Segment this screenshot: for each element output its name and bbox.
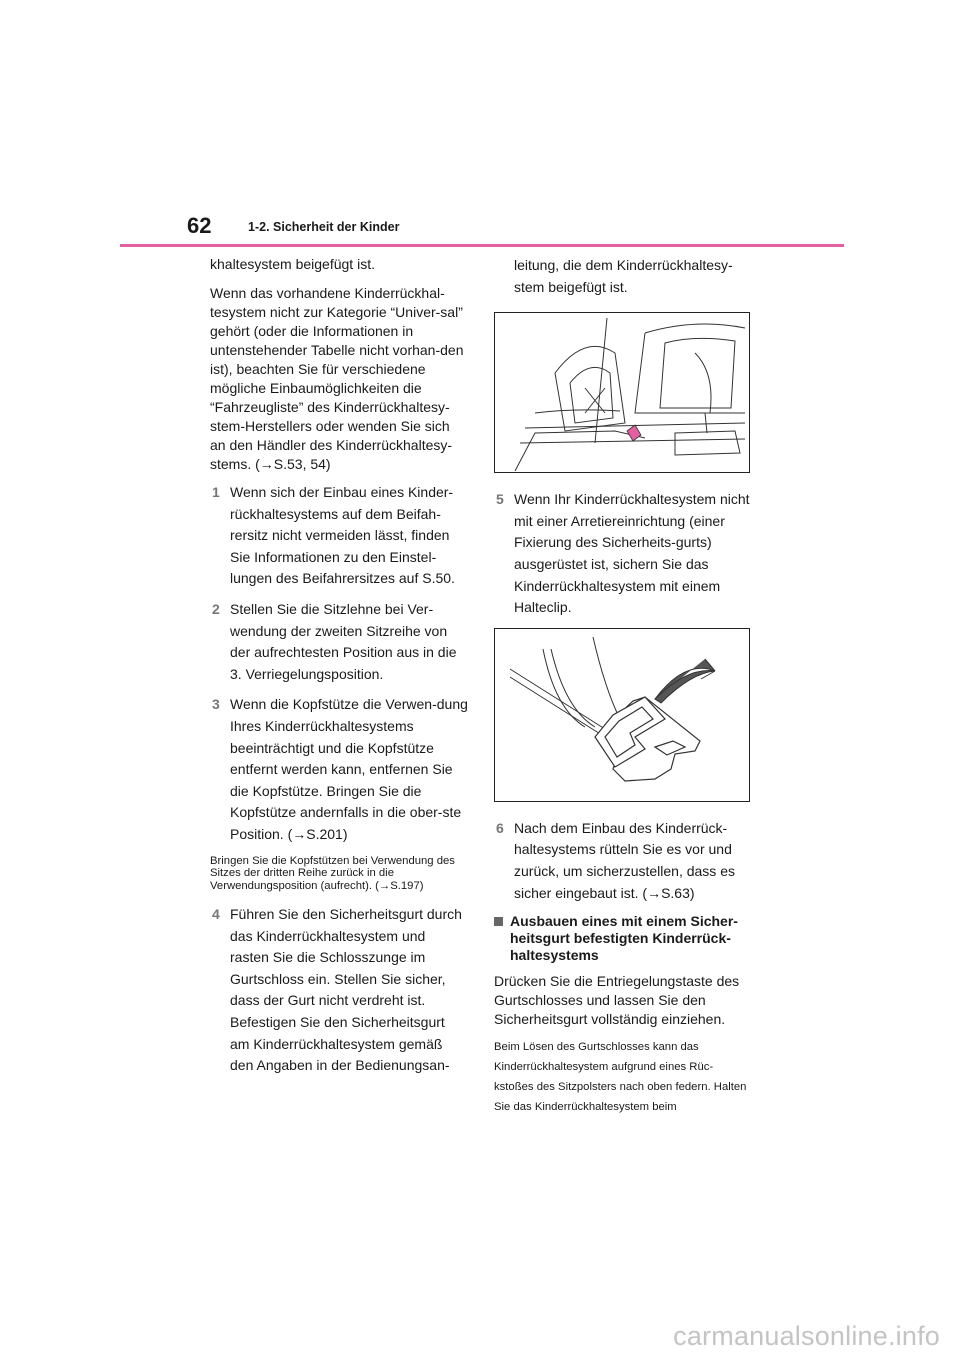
header-rule <box>120 244 844 247</box>
step-3 <box>210 694 468 845</box>
locking-clip-illustration <box>494 628 750 802</box>
intro-paragraph: Wenn das vorhandene Kinderrückhal-tesystem nicht zur Kategorie “Univer-sal” gehört (oder die Informationen in untenstehender Tabelle nicht vorhan-den ist), beachten Sie für verschiedene mögliche Einbaumöglichkeiten die “Fahrzeugliste” des Kinderrückhaltesy-stem-Herstellers oder wenden Sie sich an den Händler des Kinderrückhaltesy-stems. (→S.53, 54) <box>210 285 464 472</box>
page-number: 62 <box>187 213 212 238</box>
removal-note: Beim Lösen des Gurtschlosses kann das Kinderrückhaltesystem aufgrund eines Rüc-kstoßes des Sitzpolsters nach oben federn. Halten Sie das Kinderrückhaltesystem beim <box>494 1041 747 1114</box>
right-column <box>494 255 752 1117</box>
child-seat-drawing <box>495 313 749 472</box>
child-seat-illustration <box>494 312 750 473</box>
step-text: Nach dem Einbau des Kinderrück-haltesystems rütteln Sie es vor und zurück, um sicherzustellen, dass es sicher eingebaut ist. (→S.63) <box>514 819 735 901</box>
step-number: 2 <box>212 600 220 617</box>
step-number: 1 <box>212 484 220 500</box>
removal-paragraph: Drücken Sie die Entriegelungstaste des Gurtschlosses und lassen Sie den Sicherheitsgurt vollständig einziehen. <box>494 973 740 1028</box>
step-number: 4 <box>212 906 220 922</box>
step-6 <box>494 818 752 904</box>
heading-text: Ausbauen eines mit einem Sicher-heitsgurt befestigten Kinderrück-haltesystems <box>510 913 738 964</box>
step-text: Wenn Ihr Kinderrückhaltesystem nicht mit einer Arretiereinrichtung (einer Fixierung des Sicherheits-gurts) ausgerüstet ist, sichern Sie das Kinderrückhaltesystem mit einem Halteclip. <box>514 491 750 616</box>
step-number: 5 <box>496 491 504 508</box>
step-text: Wenn die Kopfstütze die Verwen-dung Ihres Kinderrückhaltesystems beeinträchtigt und die Kopfstütze entfernt werden kann, entfernen Sie die Kopfstütze. Bringen Sie die Kopfstütze andernfalls in die ober-ste Position. (→S.201) <box>230 696 468 842</box>
step-4-continuation: leitung, die dem Kinderrückhaltesy-stem beigefügt ist. <box>514 257 733 295</box>
left-column <box>210 255 468 1086</box>
section-title: 1-2. Sicherheit der Kinder <box>248 220 400 234</box>
locking-clip-drawing <box>495 629 749 801</box>
step-text: Führen Sie den Sicherheitsgurt durch das Kinderrückhaltesystem und rasten Sie die Schlosszunge im Gurtschloss ein. Stellen Sie sicher, dass der Gurt nicht verdreht ist. Befestigen Sie den Sicherheitsgurt am Kinderrückhaltesystem gemäß den Angaben in der Bedienungsan- <box>230 906 462 1074</box>
step-text: Stellen Sie die Sitzlehne bei Ver-wendung der zweiten Sitzreihe von der aufrechtesten Position aus in die 3. Verriegelungsposition. <box>230 600 457 682</box>
intro-fragment: khaltesystem beigefügt ist. <box>210 256 375 272</box>
square-bullet-icon <box>494 917 503 926</box>
step-4 <box>210 904 468 1077</box>
step-text: Wenn sich der Einbau eines Kinder-rückhaltesystems auf dem Beifah-rersitz nicht vermeiden lässt, finden Sie Informationen zu den Einstel-lungen des Beifahrersitzes auf S.50. <box>230 484 455 587</box>
step-number: 3 <box>212 696 220 713</box>
section-heading <box>494 913 752 964</box>
step-2 <box>210 599 468 685</box>
step-number: 6 <box>496 819 504 836</box>
step-1 <box>210 482 468 590</box>
watermark: carmanualsonline.info <box>673 1321 940 1351</box>
headrest-note: Bringen Sie die Kopfstützen bei Verwendung des Sitzes der dritten Reihe zurück in die Verwendungsposition (aufrecht). (→S.197) <box>210 854 455 892</box>
step-5 <box>494 489 752 619</box>
